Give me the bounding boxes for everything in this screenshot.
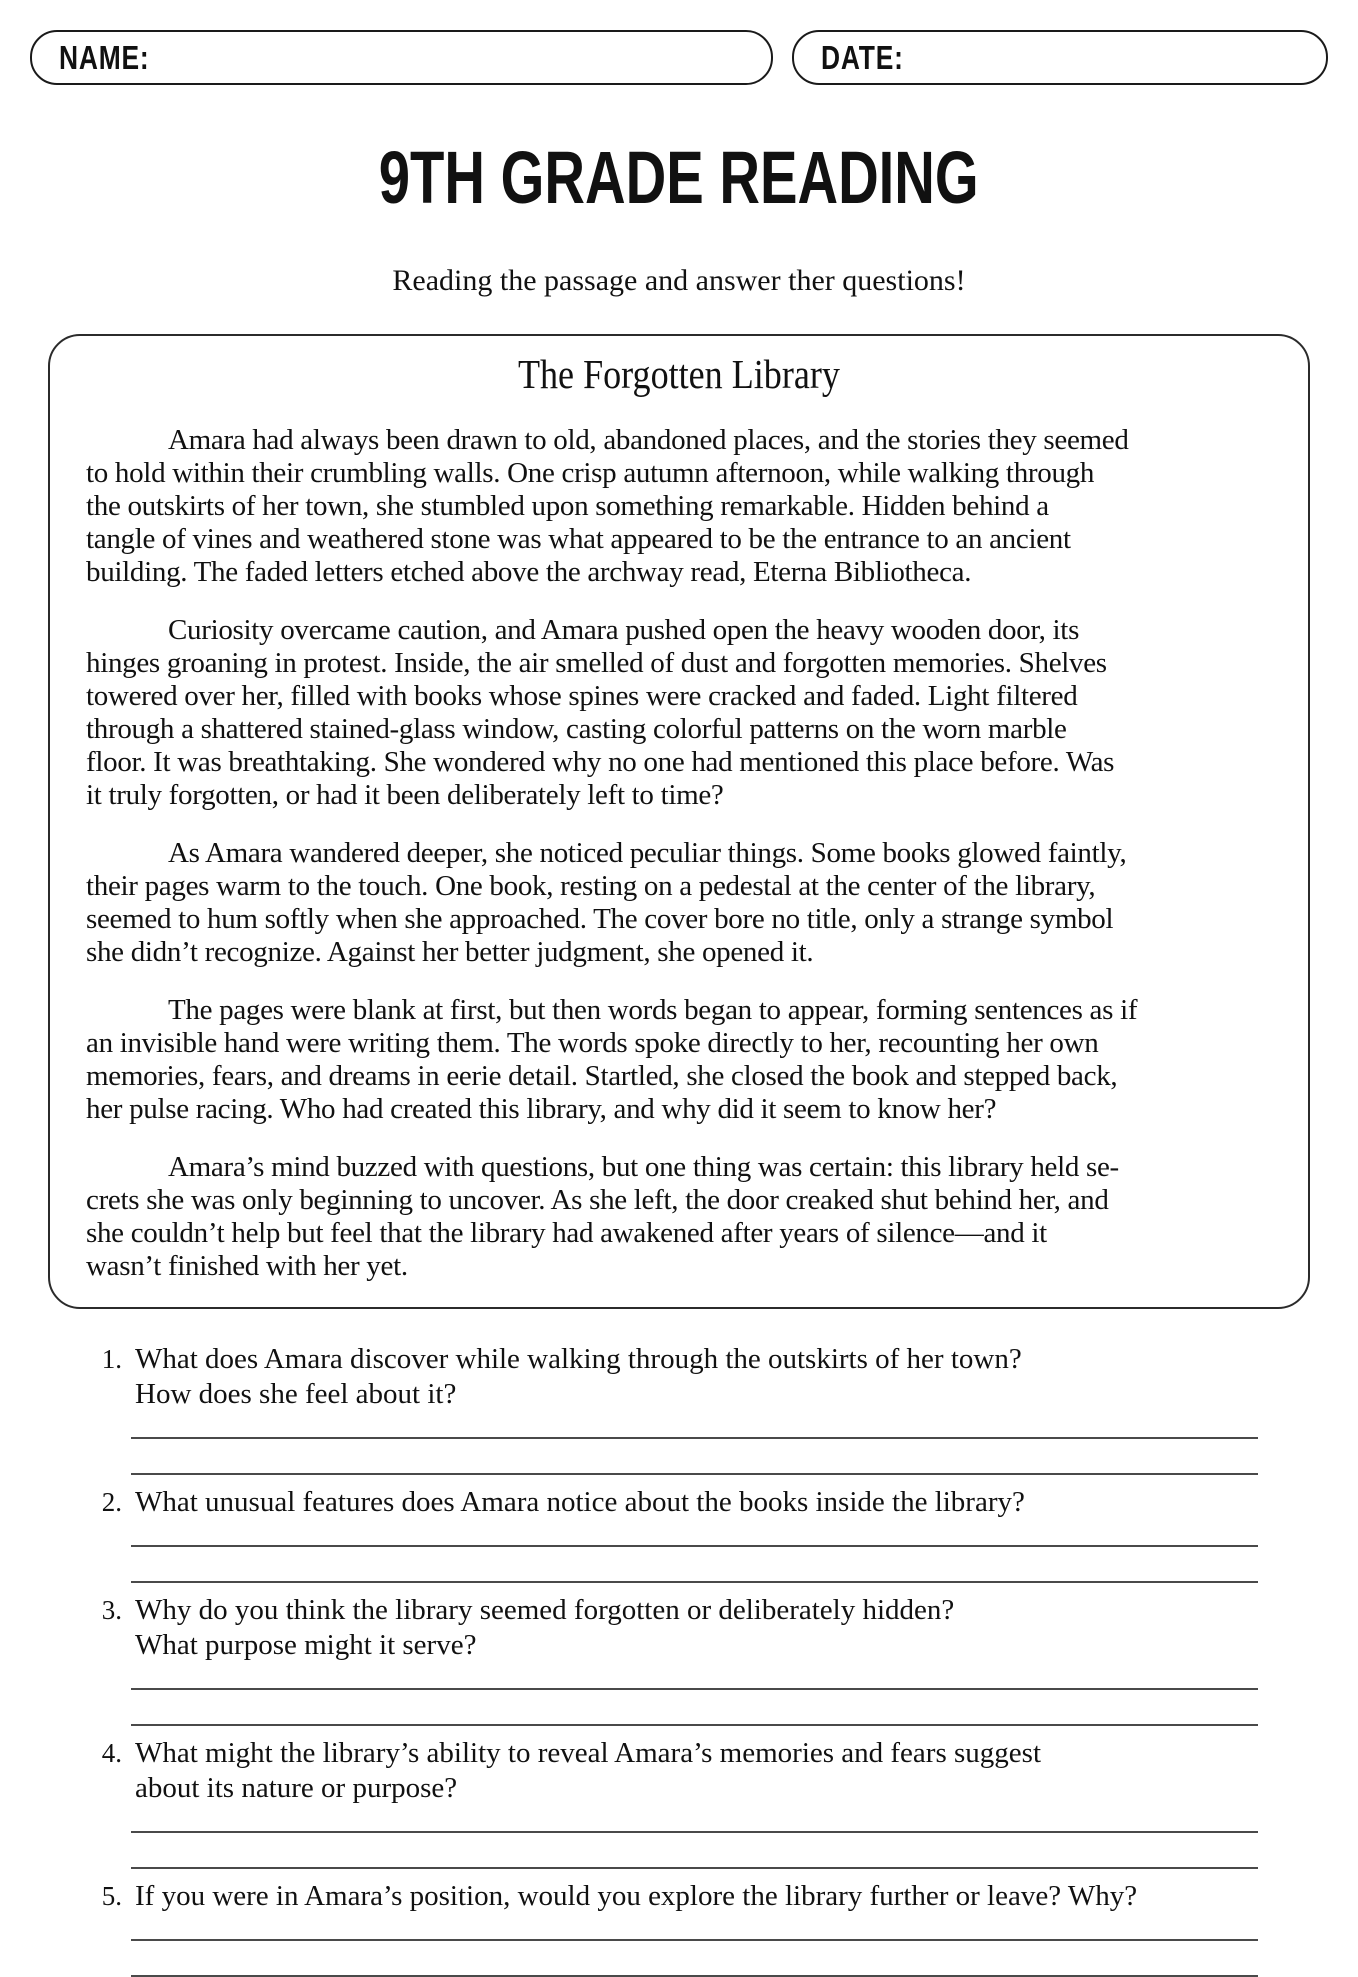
question-body — [135, 1736, 1258, 1869]
question-text-line: If you were in Amara’s position, would you explore the library further or leave? Why? — [135, 1880, 1138, 1913]
question-text-line: What unusual features does Amara notice about the books inside the library? — [135, 1486, 1025, 1519]
passage-title-wrap — [86, 349, 1272, 399]
questions-list — [88, 1342, 1258, 1977]
question-body — [135, 1485, 1258, 1583]
answer-line[interactable] — [131, 1437, 1258, 1439]
answer-line[interactable] — [131, 1724, 1258, 1726]
question-number: 2. — [101, 1487, 122, 1518]
answer-line[interactable] — [131, 1545, 1258, 1547]
question-number: 4. — [101, 1738, 122, 1769]
passage-line: crets she was only beginning to uncover. As she left, the door creaked shut behind her, and — [86, 1184, 1109, 1217]
header-row — [0, 0, 1358, 85]
passage-line: an invisible hand were writing them. The words spoke directly to her, recounting her own — [86, 1027, 1099, 1060]
passage-line: The pages were blank at first, but then words began to appear, forming sentences as if — [168, 994, 1138, 1027]
question-body — [135, 1879, 1258, 1977]
passage-line: hinges groaning in protest. Inside, the air smelled of dust and forgotten memories. Shelves — [86, 647, 1107, 680]
passage-paragraph — [86, 614, 1272, 812]
passage-line: floor. It was breathtaking. She wondered why no one had mentioned this place before. Was — [86, 746, 1115, 779]
answer-line[interactable] — [131, 1581, 1258, 1583]
passage-line: Amara’s mind buzzed with questions, but one thing was certain: this library held se- — [168, 1151, 1119, 1184]
passage-box — [48, 334, 1310, 1309]
passage-line: tangle of vines and weathered stone was what appeared to be the entrance to an ancient — [86, 523, 1071, 556]
passage-line: their pages warm to the touch. One book, resting on a pedestal at the center of the library, — [86, 870, 1096, 903]
date-label: DATE: — [821, 38, 904, 76]
answer-line[interactable] — [131, 1473, 1258, 1475]
passage-paragraph — [86, 424, 1272, 589]
page-title: 9TH GRADE READING — [379, 135, 979, 219]
passage-line: As Amara wandered deeper, she noticed peculiar things. Some books glowed faintly, — [168, 837, 1127, 870]
passage-body — [86, 424, 1272, 1283]
name-field[interactable] — [30, 30, 773, 85]
question-number: 5. — [101, 1881, 122, 1912]
question-text-line: How does she feel about it? — [135, 1378, 457, 1411]
passage-line: Amara had always been drawn to old, abandoned places, and the stories they seemed — [168, 424, 1129, 457]
answer-line[interactable] — [131, 1867, 1258, 1869]
passage-line: her pulse racing. Who had created this library, and why did it seem to know her? — [86, 1093, 997, 1126]
passage-line: she didn’t recognize. Against her better judgment, she opened it. — [86, 936, 814, 969]
passage-line: she couldn’t help but feel that the library had awakened after years of silence—and it — [86, 1217, 1047, 1250]
passage-line: building. The faded letters etched above the archway read, Eterna Bibliotheca. — [86, 556, 972, 589]
question-body — [135, 1593, 1258, 1726]
passage-paragraph — [86, 994, 1272, 1126]
passage-paragraph — [86, 1151, 1272, 1283]
question-text-line: What does Amara discover while walking through the outskirts of her town? — [135, 1343, 1022, 1376]
passage-line: wasn’t finished with her yet. — [86, 1250, 408, 1283]
passage-line: Curiosity overcame caution, and Amara pushed open the heavy wooden door, its — [168, 614, 1080, 647]
answer-line[interactable] — [131, 1831, 1258, 1833]
passage-paragraph — [86, 837, 1272, 969]
question-text-line: What might the library’s ability to reveal Amara’s memories and fears suggest — [135, 1737, 1041, 1770]
page-subtitle: Reading the passage and answer ther questions! — [392, 264, 966, 298]
question-item — [88, 1879, 1258, 1977]
passage-line: seemed to hum softly when she approached. The cover bore no title, only a strange symbol — [86, 903, 1114, 936]
answer-line[interactable] — [131, 1688, 1258, 1690]
title-wrap — [0, 97, 1358, 258]
answer-line[interactable] — [131, 1939, 1258, 1941]
question-text-line: Why do you think the library seemed forgotten or deliberately hidden? — [135, 1594, 955, 1627]
name-label: NAME: — [59, 38, 150, 76]
question-text-line: about its nature or purpose? — [135, 1772, 458, 1805]
passage-title: The Forgotten Library — [518, 351, 840, 398]
passage-line: to hold within their crumbling walls. One crisp autumn afternoon, while walking through — [86, 457, 1095, 490]
question-number: 1. — [101, 1344, 122, 1375]
question-item — [88, 1485, 1258, 1583]
question-body — [135, 1342, 1258, 1475]
passage-line: the outskirts of her town, she stumbled upon something remarkable. Hidden behind a — [86, 490, 1049, 523]
date-field[interactable] — [792, 30, 1328, 85]
question-number: 3. — [101, 1595, 122, 1626]
passage-line: towered over her, filled with books whose spines were cracked and faded. Light filtered — [86, 680, 1078, 713]
question-text-line: What purpose might it serve? — [135, 1629, 477, 1662]
question-item — [88, 1736, 1258, 1869]
passage-line: through a shattered stained-glass window, casting colorful patterns on the worn marble — [86, 713, 1067, 746]
question-item — [88, 1342, 1258, 1475]
question-item — [88, 1593, 1258, 1726]
passage-line: it truly forgotten, or had it been deliberately left to time? — [86, 779, 724, 812]
passage-line: memories, fears, and dreams in eerie detail. Startled, she closed the book and stepped back, — [86, 1060, 1118, 1093]
